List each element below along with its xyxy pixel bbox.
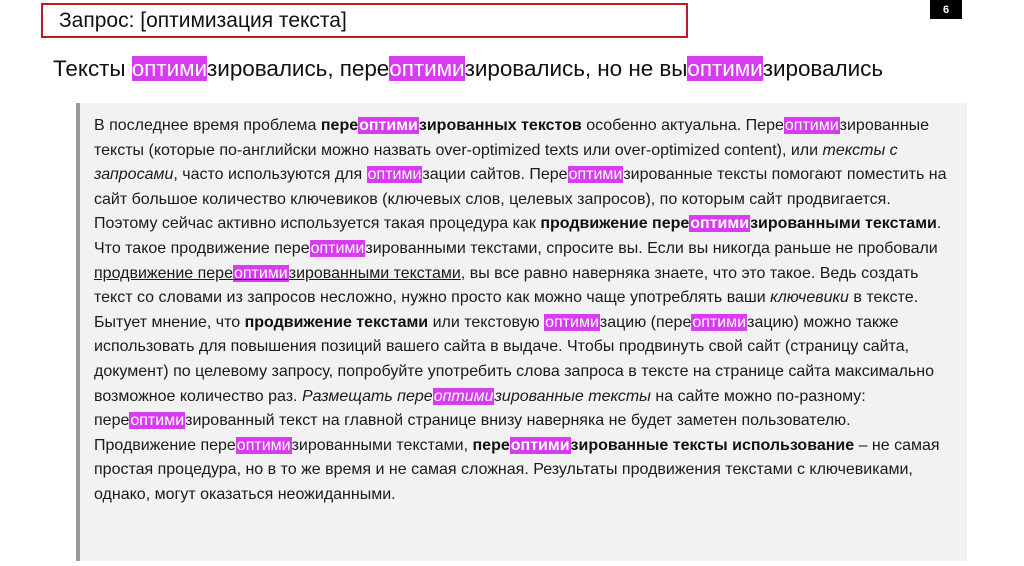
text-run: зированными текстами, (291, 436, 473, 454)
text-run: или текстовую (428, 313, 545, 331)
text-run: , часто используются для (173, 166, 367, 184)
query-box (41, 3, 688, 38)
example-text-panel (76, 103, 967, 561)
text-run: зированный текст на главной странице внизу наверняка не будет заметен пользователю. Продвижение пере (94, 412, 851, 454)
text-run: пере (320, 117, 359, 134)
text-run: зацию (пере (599, 313, 692, 331)
slide-number: 6 (930, 0, 962, 19)
text-run: зацию) можно также использовать для повышения позиций вашего сайта в выдаче. Чтобы продвинуть свой сайт (страницу сайта, документ) по целевому запросу, попробуйте употребить слова запроса в тексте на странице сайта максимально возможное количество раз. (94, 313, 934, 405)
highlight: оптими (130, 412, 185, 430)
text-run: пере (472, 436, 510, 454)
text-run: В последнее время проблема (94, 117, 321, 134)
bold-text: продвижение текстами (244, 313, 429, 331)
bold-text (540, 215, 937, 232)
bold-text (473, 437, 855, 454)
highlight: оптими (690, 215, 750, 233)
text-run: зированными текстами (750, 215, 937, 233)
highlight: оптими (687, 56, 763, 81)
headline (53, 56, 883, 82)
highlight: оптими (510, 436, 570, 454)
highlight: оптими (233, 264, 288, 282)
text-run: , вы все равно наверняка знаете, что это такое. Ведь создать текст со словами из запросов несложно, нужно просто как можно чаще употреблять ваши (94, 264, 919, 307)
text-run: в тексте. Бытует мнение, что (94, 289, 919, 331)
text-run: зации сайтов. Пере (422, 166, 568, 184)
headline-text: зировались, но не вы (464, 56, 688, 81)
text-run: продвижение пере (94, 264, 233, 282)
underlined-text (94, 265, 461, 282)
headline-text: Тексты (53, 56, 132, 81)
text-run: зированные тексты использование (570, 436, 855, 454)
italic-text (302, 388, 651, 405)
highlight: оптими (433, 387, 494, 405)
highlight: оптими (367, 166, 422, 184)
text-run: зированные тексты (которые по-английски можно назвать over-optimized texts или over-optimized content), или (94, 117, 929, 159)
highlight: оптими (131, 56, 208, 81)
text-run: особенно актуальна. Пере (581, 117, 784, 134)
text-run: зированными текстами, спросите вы. Если вы никогда раньше не пробовали (365, 239, 938, 257)
highlight: оптими (692, 313, 747, 331)
highlight: оптими (359, 117, 418, 134)
example-paragraph (94, 114, 957, 508)
text-run: зированных текстов (418, 117, 582, 134)
text-run: . Что такое продвижение пере (94, 215, 942, 257)
headline-text: зировались (762, 56, 883, 81)
text-run: Размещать пере (301, 387, 433, 405)
highlight: оптими (784, 117, 839, 134)
highlight: оптими (236, 436, 291, 454)
italic-text: тексты с запросами (94, 141, 898, 184)
text-run: на сайте можно по-разному: пере (94, 387, 866, 430)
query-label: Запрос: [оптимизация текста] (59, 8, 347, 32)
highlight: оптими (389, 56, 465, 81)
headline-text: зировались, пере (207, 56, 390, 81)
bold-text (321, 117, 582, 134)
text-run: – не самая простая процедура, но в то же время и не самая сложная. Результаты продвижения текстами с ключевиками, однако, могут оказаться неожиданными. (94, 436, 940, 503)
highlight: оптими (545, 313, 599, 331)
italic-text: ключевики (770, 289, 849, 307)
highlight: оптими (568, 166, 623, 184)
highlight: оптими (310, 239, 365, 257)
text-run: зированные тексты помогают поместить на сайт большое количество ключевиков (ключевых слов, целевых запросов), по которым сайт продвигается. Поэтому сейчас активно используется такая процедура как (94, 166, 947, 233)
text-run: зированными текстами (288, 264, 461, 282)
text-run: зированные тексты (494, 387, 651, 405)
text-run: продвижение пере (540, 215, 690, 233)
